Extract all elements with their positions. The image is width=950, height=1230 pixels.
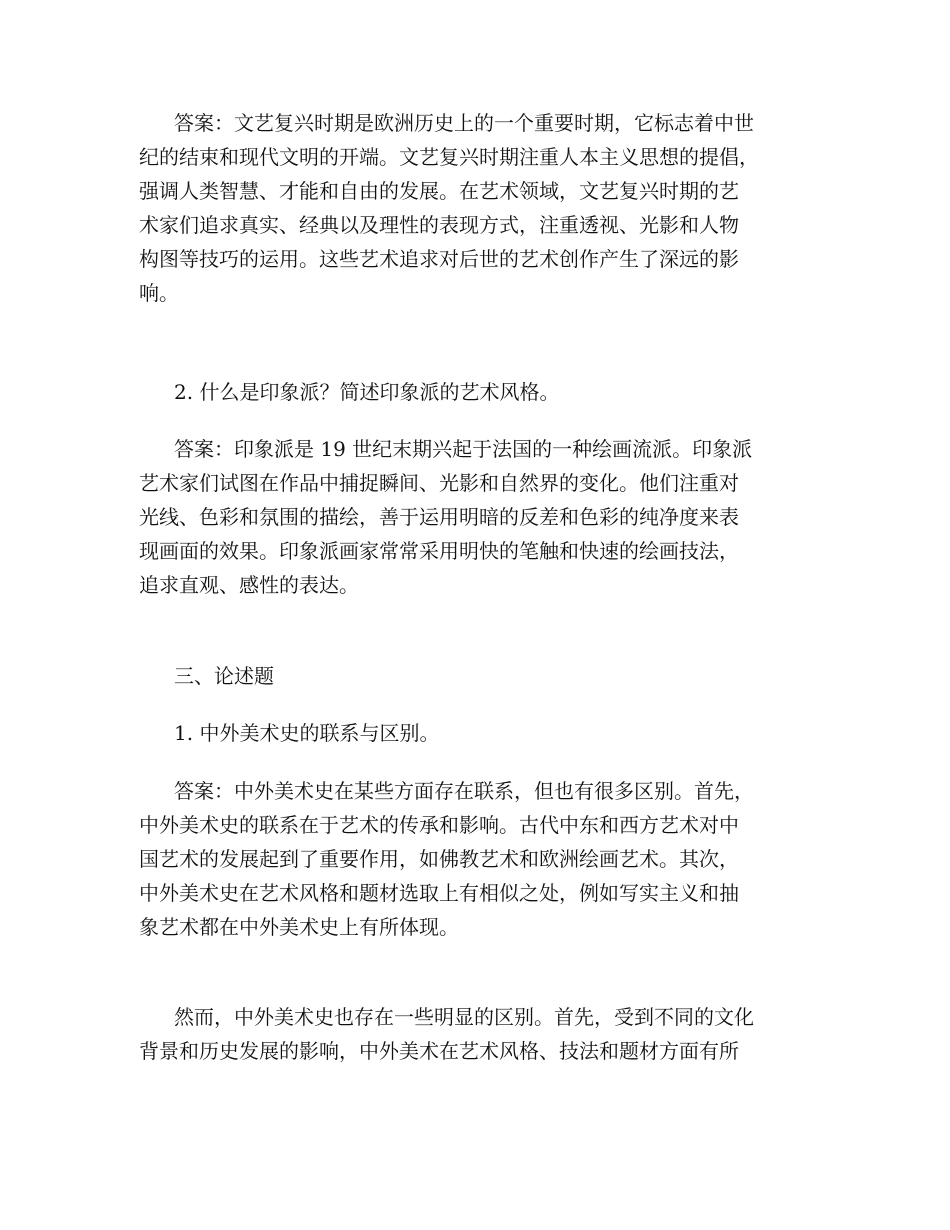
answer-paragraph-renaissance	[139, 106, 811, 310]
text-line: 1. 中外美术史的联系与区别。	[174, 721, 440, 745]
question-impressionism	[139, 375, 811, 409]
text-line: 追求直观、感性的表达。	[139, 573, 359, 597]
text-line: 中外美术史的联系在于艺术的传承和影响。古代中东和西方艺术对中	[139, 813, 739, 837]
text-line: 然而，中外美术史也存在一些明显的区别。首先，受到不同的文化	[174, 1005, 754, 1029]
text-line: 背景和历史发展的影响，中外美术在艺术风格、技法和题材方面有所	[139, 1039, 739, 1063]
text-line: 答案：中外美术史在某些方面存在联系，但也有很多区别。首先，	[174, 779, 754, 803]
text-line: 答案：印象派是 19 世纪末期兴起于法国的一种绘画流派。印象派	[174, 437, 753, 461]
text-line: 艺术家们试图在作品中捕捉瞬间、光影和自然界的变化。他们注重对	[139, 471, 739, 495]
text-line: 象艺术都在中外美术史上有所体现。	[139, 915, 459, 939]
text-line: 2. 什么是印象派？简述印象派的艺术风格。	[174, 380, 560, 404]
section-heading-essay	[139, 659, 811, 693]
text-line: 三、论述题	[174, 664, 274, 688]
text-line: 纪的结束和现代文明的开端。文艺复兴时期注重人本主义思想的提倡，	[139, 145, 759, 169]
text-line: 答案：文艺复兴时期是欧洲历史上的一个重要时期，它标志着中世	[174, 111, 754, 135]
paragraph-differences	[139, 1000, 811, 1068]
text-line: 光线、色彩和氛围的描绘，善于运用明暗的反差和色彩的纯净度来表	[139, 505, 739, 529]
text-line: 中外美术史在艺术风格和题材选取上有相似之处，例如写实主义和抽	[139, 881, 739, 905]
text-line: 响。	[139, 281, 179, 305]
answer-paragraph-art-history	[139, 774, 811, 944]
text-line: 构图等技巧的运用。这些艺术追求对后世的艺术创作产生了深远的影	[139, 247, 739, 271]
text-line: 强调人类智慧、才能和自由的发展。在艺术领域，文艺复兴时期的艺	[139, 179, 739, 203]
text-line: 国艺术的发展起到了重要作用，如佛教艺术和欧洲绘画艺术。其次，	[139, 847, 739, 871]
question-art-history	[139, 716, 811, 750]
answer-paragraph-impressionism	[139, 432, 811, 602]
text-line: 现画面的效果。印象派画家常常采用明快的笔触和快速的绘画技法，	[139, 539, 739, 563]
text-line: 术家们追求真实、经典以及理性的表现方式，注重透视、光影和人物	[139, 213, 739, 237]
